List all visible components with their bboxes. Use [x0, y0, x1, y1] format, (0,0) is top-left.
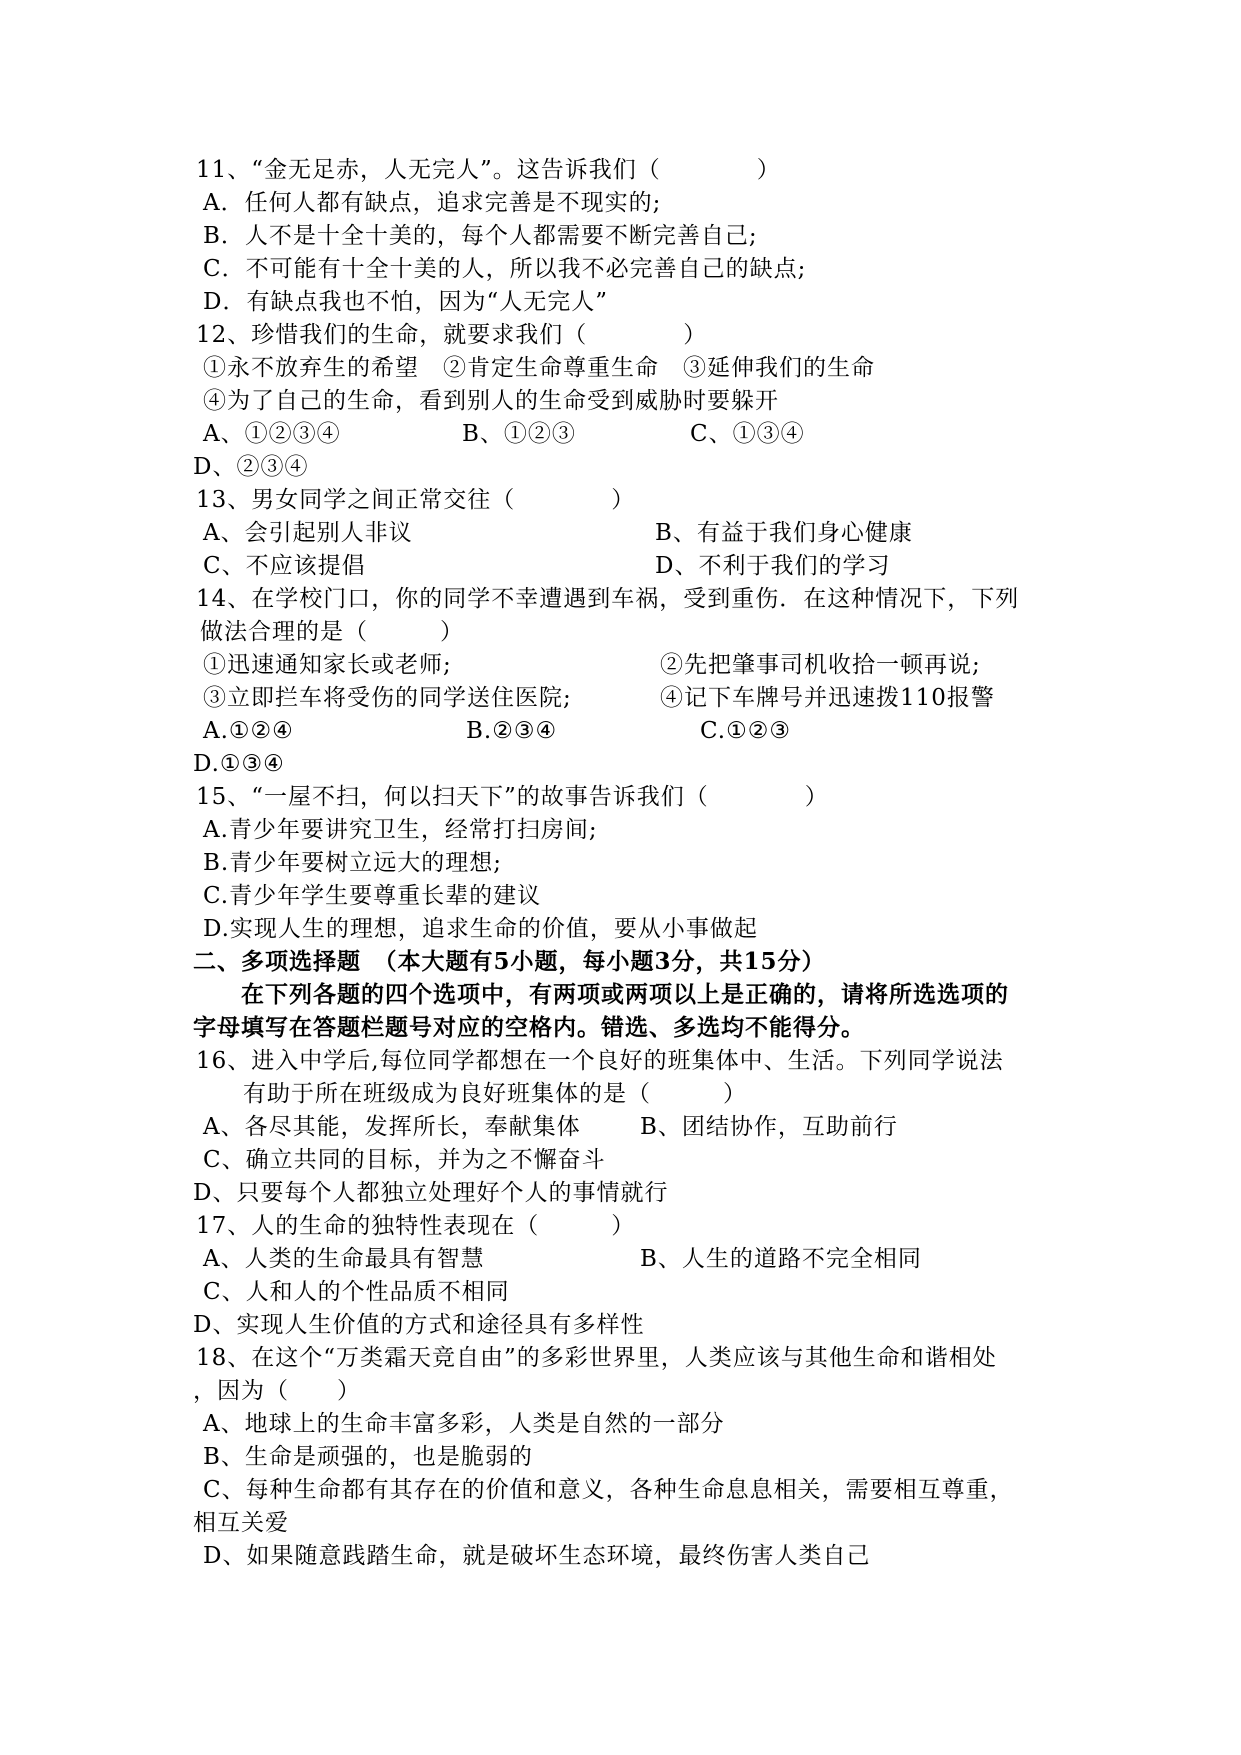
question-14-item-4: ④记下车牌号并迅速拨110报警	[660, 685, 995, 711]
question-18-option-c-line-2: 相互关爱	[193, 1510, 289, 1536]
question-13-option-b: B、有益于我们身心健康	[655, 520, 913, 546]
question-11-stem: 11、“金无足赤，人无完人”。这告诉我们（ ）	[196, 157, 781, 183]
question-16-option-c: C、确立共同的目标，并为之不懈奋斗	[203, 1147, 606, 1173]
section-2-instructions-line-1: 在下列各题的四个选项中，有两项或两项以上是正确的，请将所选选项的	[241, 981, 1009, 1008]
question-12-items-line-2: ④为了自己的生命，看到别人的生命受到威胁时要躲开	[203, 388, 779, 414]
question-12-stem: 12、珍惜我们的生命，就要求我们（ ）	[196, 322, 708, 348]
question-13-option-c: C、不应该提倡	[203, 553, 366, 579]
question-12-option-a: A、①②③④	[203, 421, 341, 447]
question-18-stem-line-1: 18、在这个“万类霜天竞自由”的多彩世界里，人类应该与其他生命和谐相处	[196, 1345, 997, 1371]
question-14-option-a: A.①②④	[203, 718, 294, 744]
question-15-option-b: B.青少年要树立远大的理想;	[203, 850, 502, 876]
question-17-option-a: A、人类的生命最具有智慧	[203, 1246, 485, 1272]
question-13-option-a: A、会引起别人非议	[203, 520, 413, 546]
question-15-option-d: D.实现人生的理想，追求生命的价值，要从小事做起	[203, 916, 758, 942]
question-15-option-c: C.青少年学生要尊重长辈的建议	[203, 883, 542, 909]
question-14-option-c: C.①②③	[700, 718, 791, 744]
question-11-option-b: B．人不是十全十美的，每个人都需要不断完善自己;	[203, 223, 758, 249]
question-12-option-b: B、①②③	[462, 421, 576, 447]
question-14-stem-line-2: 做法合理的是（ ）	[200, 619, 464, 645]
question-11-option-a: A．任何人都有缺点，追求完善是不现实的;	[203, 190, 662, 216]
section-2-instructions-line-2: 字母填写在答题栏题号对应的空格内。错选、多选均不能得分。	[193, 1014, 865, 1041]
question-16-option-a: A、各尽其能，发挥所长，奉献集体	[203, 1114, 581, 1140]
question-13-option-d: D、不利于我们的学习	[655, 553, 891, 579]
question-17-stem: 17、人的生命的独特性表现在（ ）	[196, 1213, 636, 1239]
question-18-option-b: B、生命是顽强的，也是脆弱的	[203, 1444, 533, 1470]
question-12-items-line-1: ①永不放弃生的希望 ②肯定生命尊重生命 ③延伸我们的生命	[203, 355, 875, 381]
question-18-stem-line-2: ，因为（ ）	[193, 1378, 361, 1404]
question-18-option-a: A、地球上的生命丰富多彩，人类是自然的一部分	[203, 1411, 725, 1437]
question-14-item-3: ③立即拦车将受伤的同学送住医院;	[203, 685, 572, 711]
question-16-stem-line-2: 有助于所在班级成为良好班集体的是（ ）	[243, 1081, 747, 1107]
question-11-option-d: D．有缺点我也不怕，因为“人无完人”	[203, 289, 608, 315]
question-18-option-d: D、如果随意践踏生命，就是破坏生态环境，最终伤害人类自己	[203, 1543, 871, 1569]
question-14-option-b: B.②③④	[466, 718, 558, 744]
question-12-option-c: C、①③④	[690, 421, 805, 447]
question-12-option-d: D、②③④	[193, 454, 309, 480]
section-2-title: 二、多项选择题 （本大题有5小题，每小题3分，共15分）	[193, 948, 826, 975]
question-14-option-d: D.①③④	[193, 751, 285, 777]
question-17-option-d: D、实现人生价值的方式和途径具有多样性	[193, 1312, 645, 1338]
question-14-item-1: ①迅速通知家长或老师;	[203, 652, 452, 678]
question-15-stem: 15、“一屋不扫，何以扫天下”的故事告诉我们（ ）	[196, 784, 829, 810]
question-11-option-c: C．不可能有十全十美的人，所以我不必完善自己的缺点;	[203, 256, 807, 282]
question-17-option-b: B、人生的道路不完全相同	[640, 1246, 922, 1272]
question-14-item-2: ②先把肇事司机收拾一顿再说;	[660, 652, 981, 678]
question-16-stem-line-1: 16、进入中学后,每位同学都想在一个良好的班集体中、生活。下列同学说法	[196, 1048, 1004, 1074]
question-15-option-a: A.青少年要讲究卫生，经常打扫房间;	[203, 817, 598, 843]
question-16-option-b: B、团结协作，互助前行	[640, 1114, 898, 1140]
question-18-option-c-line-1: C、每种生命都有其存在的价值和意义，各种生命息息相关，需要相互尊重，	[203, 1477, 1014, 1503]
question-16-option-d: D、只要每个人都独立处理好个人的事情就行	[193, 1180, 669, 1206]
question-14-stem-line-1: 14、在学校门口，你的同学不幸遭遇到车祸，受到重伤．在这种情况下，下列	[196, 586, 1020, 612]
question-17-option-c: C、人和人的个性品质不相同	[203, 1279, 510, 1305]
question-13-stem: 13、男女同学之间正常交往（ ）	[196, 487, 636, 513]
